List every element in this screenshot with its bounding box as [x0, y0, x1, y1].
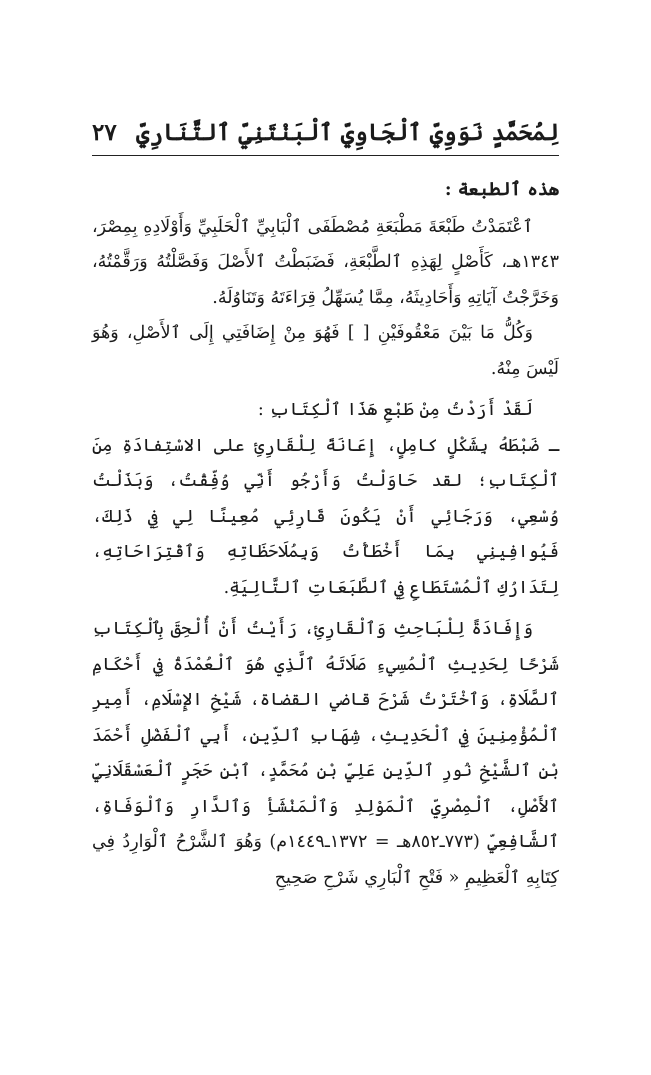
running-title: لِمُحَمَّدٍ نَوَوِيِّ ٱلْجَاوِيِّ ٱلْبَنْتَنِيِّ ٱلتَّنَارِيِّ: [136, 118, 559, 146]
paragraph-appended-commentary: وَإِفَادَةً لِلْبَاحِثِ وَٱلْقَارِئِ، رَأَيْتُ أَنْ أُلْحِقَ بِٱلْكِتَابِ شَرْحًا لِحَدِيثِ ٱلْمُسِيءِ صَلَاتَهُ ٱلَّذِي هُوَ ٱلْعُمْدَةُ فِي أَحْكَامِ ٱلصَّلَاةِ، وَٱخْتَرْتُ شَرْحَ قاضي القضاة، شَيْخِ الإِسْلَامِ، أَمِيرِ ٱلْمُؤْمِنِينَ فِي ٱلْحَدِيثِ، شِهَابِ ٱلدِّينِ، أَبِي ٱلْفَضْلِ أَحْمَدَ بْنِ ٱلشَّيْخِ نُورِ ٱلدِّينِ عَلِيِّ بْنِ مُحَمَّدٍ، ٱبْنِ حَجَرٍ ٱلْعَسْقَلَانِيِّ ٱلأَصْلِ، ٱلْمِصْرِيِّ ٱلْمَوْلِدِ وَٱلْمَنْشَأِ وَٱلدَّارِ وَٱلْوَفَاةِ، ٱلشَّافِعِيِّ (٧٧٣ـ٨٥٢هـ = ١٣٧٢ـ١٤٤٩م) وَهُوَ ٱلشَّرْحُ ٱلْوَارِدُ فِي كِتَابِهِ ٱلْعَظِيمِ « فَتْحِ ٱلْبَارِي شَرْحِ صَحِيحِ: [92, 619, 560, 888]
paragraph-intent: لَقَدْ أَرَدْتُ مِنْ طَبْعِ هَذَا ٱلْكِتَابِ :: [257, 400, 533, 420]
paragraph-vocalization: ـ ضَبْطَهُ بِشَكْلٍ كامِلٍ، إِعَانَةً لِلْقَارِئِ على الاسْتِفادَةِ مِنَ ٱلْكِتَابِ؛ لقد حَاوَلْتُ وَأَرْجُو أَنِّي وُفِّقْتُ، وَبَذَلْتُ وُسْعِي، وَرَجَائِي أَنْ يَكُونَ قَارِئِي مُعِينًا لِي فِي ذَلِكَ، فَيُوافِينِي بِمَا أَخْطَأْتُ وَبِمُلَاحَظَاتِهِ وَٱقْتِرَاحَاتِهِ، لِتَدَارُكِ ٱلْمُسْتَطَاعِ فِي ٱلطَّبَعَاتِ ٱلتَّالِيَةِ.: [92, 435, 559, 598]
page-number: ٢٧: [92, 118, 117, 146]
main-text: [92, 172, 559, 896]
paragraph-edition-source: ٱعْتَمَدْتُ طَبْعَةَ مَطْبَعَةِ مُصْطَفَى ٱلْبَابِيِّ ٱلْحَلَبِيِّ وَأَوْلَادِهِ بِمِصْرَ، ١٣٤٣هـ، كَأَصْلٍ لِهَذِهِ ٱلطَّبْعَةِ، فَضَبَطْتُ ٱلأَصْلَ وَفَصَّلْتُهُ وَرَقَّمْتُهُ، وَخَرَّجْتُ آيَاتِهِ وَأَحَادِيثَهُ، مِمَّا يُسَهِّلُ قِرَاءَتَهُ وَتَنَاوُلَهُ.: [92, 216, 559, 308]
section-heading: هذه ٱلطبعة :: [444, 179, 559, 200]
header-divider: [92, 155, 559, 156]
paragraph-brackets-note: وَكُلُّ مَا بَيْنَ مَعْقُوفَيْنِ [ ] فَهُوَ مِنْ إِضَافَتِي إِلَى ٱلأَصْلِ، وَهُوَ لَيْسَ مِنْهُ.: [92, 323, 559, 379]
page-header: [92, 112, 559, 152]
